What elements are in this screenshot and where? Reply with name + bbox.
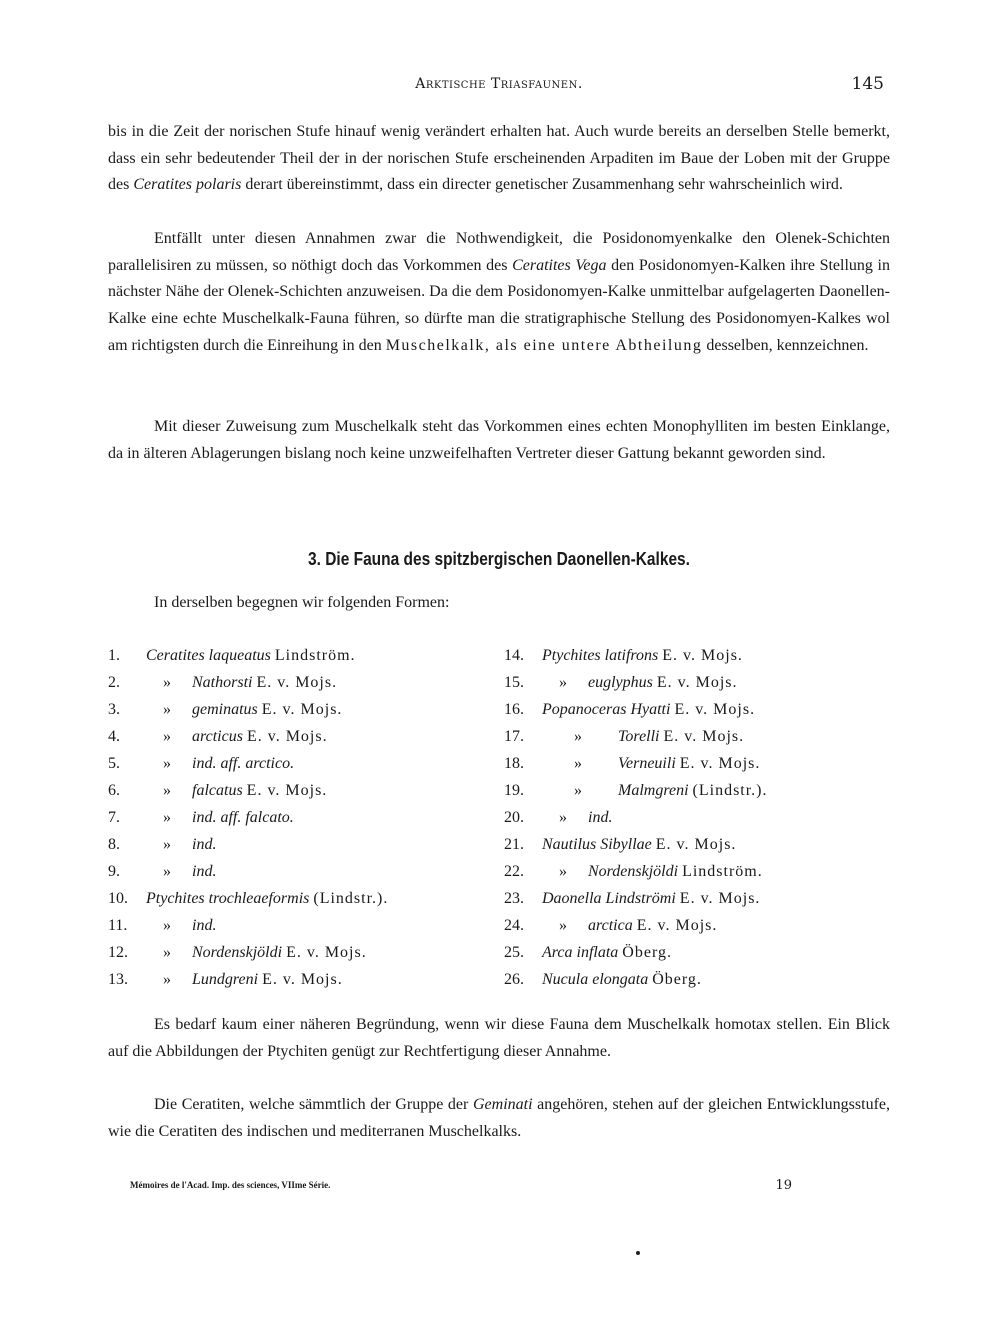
footer <box>130 1178 792 1196</box>
species-item <box>108 912 488 939</box>
species-number: 17. <box>504 728 524 745</box>
species-number: 11. <box>108 917 128 934</box>
species-number: 24. <box>504 917 524 934</box>
paragraph-5 <box>108 1092 890 1145</box>
species-item <box>108 696 488 723</box>
species-author: E. v. Mojs. <box>679 755 761 772</box>
species-item <box>108 669 488 696</box>
species-author: Öberg. <box>622 944 672 961</box>
species-epithet: Sibyllae <box>600 836 652 853</box>
species-number: 1. <box>108 647 120 664</box>
species-author: Lindström. <box>682 863 763 880</box>
ditto-mark: » <box>163 917 171 934</box>
species-epithet: Lundgreni <box>192 971 259 988</box>
species-number: 6. <box>108 782 120 799</box>
species-number: 19. <box>504 782 524 799</box>
species-item <box>504 669 884 696</box>
species-number: 5. <box>108 755 120 772</box>
species-author: E. v. Mojs. <box>662 647 743 664</box>
ditto-mark: » <box>163 782 171 799</box>
section-intro: In derselben begegnen wir folgenden Formen: <box>154 594 450 611</box>
species-author: E. v. Mojs. <box>663 728 745 745</box>
species-item <box>108 858 488 885</box>
genus-name: Ptychites <box>146 890 205 907</box>
species-author: E. v. Mojs. <box>246 782 328 799</box>
species-item <box>108 831 488 858</box>
ditto-mark: » <box>163 728 171 745</box>
species-number: 12. <box>108 944 128 961</box>
ditto-mark: » <box>559 674 567 691</box>
ditto-mark: » <box>574 755 582 772</box>
species-item <box>504 858 884 885</box>
species-epithet: arctica <box>588 917 633 934</box>
species-epithet: falcatus <box>192 782 243 799</box>
paragraph-2-taxon: Ceratites Vega <box>512 256 607 274</box>
species-author: E. v. Mojs. <box>286 944 367 961</box>
species-epithet: ind. <box>192 863 217 880</box>
species-item <box>108 885 488 912</box>
section-heading: 3. Die Fauna des spitzbergischen Daonellen-Kalkes. <box>308 549 690 569</box>
genus-name: Ceratites <box>146 647 205 664</box>
species-epithet: ind. aff. falcato. <box>192 809 294 826</box>
species-item <box>108 723 488 750</box>
species-item <box>108 939 488 966</box>
ditto-mark: » <box>559 863 567 880</box>
species-author: E. v. Mojs. <box>256 674 338 691</box>
paragraph-3: Mit dieser Zuweisung zum Muschelkalk steht das Vorkommen eines echten Monophylliten im besten Einklange, da in älteren Ablagerungen bislang noch keine unzweifelhaften Vertreter dieser Gattung bekannt geworden sind. <box>108 418 890 462</box>
paragraph-2-spaced-text: Muschelkalk, als eine untere Abtheilung <box>385 336 703 354</box>
species-item <box>504 804 884 831</box>
genus-name: Arca <box>542 944 573 961</box>
species-number: 7. <box>108 809 120 826</box>
paragraph-4: Es bedarf kaum einer näheren Begründung, wenn wir diese Fauna dem Muschelkalk homotax stellen. Ein Blick auf die Abbildungen der Ptychiten genügt zur Rechtfertigung dieser Annahme. <box>108 1016 890 1060</box>
ditto-mark: » <box>559 809 567 826</box>
species-item <box>504 696 884 723</box>
species-epithet: latifrons <box>604 647 659 664</box>
species-number: 16. <box>504 701 524 718</box>
genus-name: Nucula <box>542 971 589 988</box>
species-number: 22. <box>504 863 524 880</box>
ink-speck <box>636 1251 640 1255</box>
species-item <box>504 912 884 939</box>
paragraph-5-text-b: angehören, stehen auf der gleichen Entwicklungsstufe, wie die Ceratiten des indischen und mediterranen Muschelkalks. <box>108 1096 891 1140</box>
signature-number: 19 <box>775 1178 792 1193</box>
species-epithet: inflata <box>576 944 619 961</box>
species-item <box>504 831 884 858</box>
species-epithet: Malmgreni <box>618 782 689 799</box>
species-epithet: Hyatti <box>630 701 671 718</box>
species-author: E. v. Mojs. <box>679 890 761 907</box>
species-item <box>504 642 884 669</box>
species-epithet: ind. aff. arctico. <box>192 755 295 772</box>
species-author: E. v. Mojs. <box>656 674 738 691</box>
genus-name: Popanoceras <box>542 701 627 718</box>
species-number: 10. <box>108 890 128 907</box>
paragraph-2-text-b: den Posidonomyen-Kalken ihre Stellung in nächster Nähe der Olenek-Schichten anzuweisen. Da die dem Posidonomyen-Kalke unmittelbar aufgelagerten Daonellen-Kalke eine echte Muschelkalk-Fauna führen, so dürfte man die stratigraphische Stellung des Posidonomyen-Kalkes wol am richtigsten durch die Einreihung in den <box>108 256 890 354</box>
species-number: 4. <box>108 728 120 745</box>
species-item <box>504 885 884 912</box>
species-epithet: Verneuili <box>618 755 676 772</box>
species-number: 9. <box>108 863 120 880</box>
ditto-mark: » <box>574 782 582 799</box>
species-number: 26. <box>504 971 524 988</box>
ditto-mark: » <box>163 701 171 718</box>
species-epithet: geminatus <box>192 701 258 718</box>
species-author: E. v. Mojs. <box>636 917 718 934</box>
species-number: 23. <box>504 890 524 907</box>
species-author: E. v. Mojs. <box>262 971 343 988</box>
paragraph-1 <box>108 119 890 199</box>
species-epithet: ind. <box>192 917 217 934</box>
species-number: 8. <box>108 836 120 853</box>
species-epithet: Lindströmi <box>605 890 676 907</box>
species-epithet: ind. <box>588 809 613 826</box>
species-epithet: Nordenskjöldi <box>588 863 679 880</box>
species-epithet: laqueatus <box>208 647 271 664</box>
species-epithet: Nathorsti <box>192 674 253 691</box>
species-item <box>504 777 884 804</box>
species-epithet: trochleaeformis <box>208 890 310 907</box>
species-item <box>108 804 488 831</box>
species-item <box>108 642 488 669</box>
species-item <box>108 966 488 993</box>
ditto-mark: » <box>163 863 171 880</box>
species-author: E. v. Mojs. <box>655 836 737 853</box>
ditto-mark: » <box>163 755 171 772</box>
paragraph-2-text-a: Entfällt unter diesen Annahmen zwar die Nothwendigkeit, die Posidonomyenkalke den Olenek-Schichten parallelisiren zu müssen, so nöthigt doch das Vorkommen des <box>108 230 890 274</box>
species-author: (Lindstr.). <box>313 890 389 907</box>
species-author: Öberg. <box>652 971 702 988</box>
running-title: Arktische Triasfaunen. <box>415 76 583 92</box>
ditto-mark: » <box>163 836 171 853</box>
species-epithet: ind. <box>192 836 217 853</box>
ditto-mark: » <box>163 809 171 826</box>
species-item <box>108 750 488 777</box>
species-author: E. v. Mojs. <box>674 701 756 718</box>
species-number: 18. <box>504 755 524 772</box>
species-author: E. v. Mojs. <box>246 728 328 745</box>
ditto-mark: » <box>163 971 171 988</box>
species-number: 25. <box>504 944 524 961</box>
species-author: Lindström. <box>274 647 356 664</box>
species-item <box>504 966 884 993</box>
ditto-mark: » <box>559 917 567 934</box>
species-number: 14. <box>504 647 524 664</box>
species-number: 15. <box>504 674 524 691</box>
species-author: (Lindstr.). <box>692 782 768 799</box>
paragraph-2 <box>108 226 890 360</box>
genus-name: Nautilus <box>542 836 597 853</box>
species-item <box>108 777 488 804</box>
page-number: 145 <box>851 74 884 94</box>
footer-note: Mémoires de l'Acad. Imp. des sciences, VIIme Série. <box>130 1180 331 1190</box>
species-item <box>504 750 884 777</box>
species-item <box>504 939 884 966</box>
ditto-mark: » <box>574 728 582 745</box>
species-item <box>504 723 884 750</box>
paragraph-2-text-c: desselben, kennzeichnen. <box>702 336 869 354</box>
paragraph-1-text: bis in die Zeit der norischen Stufe hinauf wenig verändert erhalten hat. Auch wurde bereits an derselben Stelle bemerkt, dass ein sehr bedeutender Theil der in der norischen Stufe erscheinenden Arpaditen im Baue der Loben mit der Gruppe des <box>108 123 890 194</box>
species-list-left <box>108 642 488 993</box>
paragraph-5-taxon: Geminati <box>473 1096 533 1113</box>
running-head <box>108 76 890 100</box>
species-epithet: elongata <box>592 971 649 988</box>
species-number: 2. <box>108 674 120 691</box>
paragraph-5-text-a: Die Ceratiten, welche sämmtlich der Gruppe der <box>154 1096 473 1113</box>
species-epithet: euglyphus <box>588 674 653 691</box>
ditto-mark: » <box>163 944 171 961</box>
genus-name: Daonella <box>542 890 602 907</box>
genus-name: Ptychites <box>542 647 601 664</box>
ditto-mark: » <box>163 674 171 691</box>
species-epithet: Torelli <box>618 728 660 745</box>
paragraph-1-taxon: Ceratites polaris <box>133 176 242 194</box>
paragraph-1-text-end: derart übereinstimmt, dass ein directer genetischer Zusammenhang sehr wahrscheinlich wird. <box>241 176 843 194</box>
species-number: 21. <box>504 836 524 853</box>
species-epithet: arcticus <box>192 728 243 745</box>
species-number: 13. <box>108 971 128 988</box>
species-number: 3. <box>108 701 120 718</box>
species-epithet: Nordenskjöldi <box>192 944 283 961</box>
species-list-right <box>504 642 884 993</box>
species-author: E. v. Mojs. <box>261 701 343 718</box>
species-number: 20. <box>504 809 524 826</box>
